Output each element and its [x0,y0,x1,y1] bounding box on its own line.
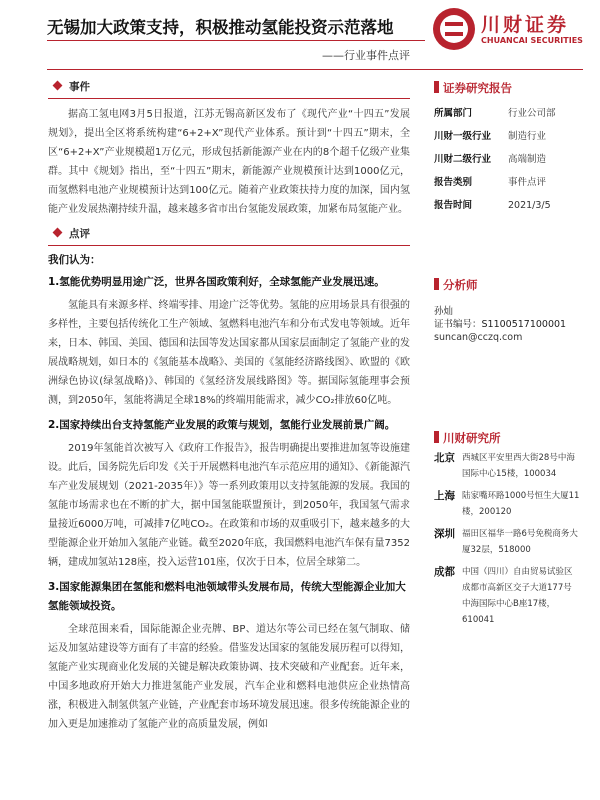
company-logo [433,8,583,50]
analyst-certificate: 证书编号：S1100517100001 [434,319,567,330]
point-1-title: 1.氢能优势明显用途广泛，世界各国政策利好，全球氢能产业发展迅速。 [48,276,385,288]
info-row-industry-level-1: 川财一级行业 制造行业 [434,131,547,142]
point-2-title: 2.国家持续出台支持氢能产业发展的政策与规划，氢能行业发展前景广阔。 [48,419,396,431]
analyst-heading: 分析师 [434,275,584,295]
sidebar [434,78,584,634]
point-3-text: 全球范围来看，国际能源企业壳牌、BP、道达尔等公司已经在氢气制取、储运及加氢站建设等方面有了丰富的经验。借鉴发达国家的氢能发展历程可以得知，氢能产业实现商业化发展的关键是解决政策协调、技术突破和产业配套。近年来，中国多地政府开始大力推进氢能产业发展，汽车企业和燃料电池供应企业热情高涨，积极进入制氢供氢产业链，产业配套市场环境发展迅速。很多传统能源企业的加入更是加速推动了氢能产业的高质量发展，例如 [48,624,410,730]
logo-mark-icon [433,8,475,50]
office-shanghai: 上海 陆家嘴环路1000号恒生大厦11楼，200120 [434,490,580,517]
office-shenzhen: 深圳 福田区福华一路6号免税商务大厦32层，518000 [434,528,578,555]
report-subtitle: ——行业事件点评 [322,49,410,62]
point-2-text: 2019年氢能首次被写入《政府工作报告》，报告明确提出要推进加氢等设施建设。此后，国务院先后印发《关于开展燃料电池汽车示范应用的通知》、《新能源汽车产业发展规划（2021-2035年）》等一系列政策用以支持氢能源的发展。我国的氢能市场需求也在不断的扩大，据中国氢能联盟预计，到2050年，我国氢气需求量接近6000万吨，可减排7亿吨CO₂。在政策和市场的双重吸引下，越来越多的大型能源企业开始加入氢能产业链。截至2020年底，我国燃料电池汽车保有量7352辆，建成加氢站128座，投入运营101座，仅次于日本，位居全球第二。 [48,443,410,568]
point-3-title: 3.国家能源集团在氢能和燃料电池领域带头发展布局，传统大型能源企业加大氢能领域投资。 [48,581,406,612]
office-chengdu: 成都 中国（四川）自由贸易试验区成都市高新区交子大道177号中海国际中心B座17楼，610041 [434,566,573,625]
logo-chinese-name: 川财证券 [481,14,570,36]
square-marker-icon [434,81,439,93]
title-rule [47,40,425,41]
logo-english-name: CHUANCAI SECURITIES [481,36,583,45]
commentary-heading-rule [48,245,410,246]
diamond-bullet-icon [53,228,63,238]
info-row-department: 所属部门 行业公司部 [434,108,556,119]
event-section-heading: 事件 [48,78,410,96]
info-row-report-date: 报告时间 2021/3/5 [434,200,551,211]
event-body-text: 据高工氢电网3月5日报道，江苏无锡高新区发布了《现代产业“十四五”发展规划》，提出全区将系统构建“6+2+X”现代产业体系。预计到“十四五”期末，全区“6+2+X”产业规模超1万亿元，形成包括新能源产业在内的8个超千亿级产业集群。其中《规划》指出，至“十四五”期末，新能源产业规模预计达到1000亿元，而氢燃料电池产业规模预计达到100亿元。随着产业政策扶持力度的加深，国内氢能产业发展热潮持续升温，越来越多省市出台氢能发展政策，加紧布局氢能产业。 [48,109,410,215]
square-marker-icon [434,278,439,290]
research-institute-heading: 川财研究所 [434,428,584,448]
square-marker-icon [434,431,439,443]
analyst-email[interactable]: suncan@cczq.com [434,332,523,343]
info-row-report-type: 报告类别 事件点评 [434,177,547,188]
header-divider [47,69,583,70]
commentary-lead: 我们认为： [48,254,101,266]
commentary-section-heading: 点评 [48,225,410,243]
main-column [48,78,410,734]
report-info-heading: 证券研究报告 [434,78,584,98]
info-row-industry-level-2: 川财二级行业 高端制造 [434,154,547,165]
event-heading-rule [48,98,410,99]
diamond-bullet-icon [53,81,63,91]
analyst-name: 孙灿 [434,306,454,317]
point-1-text: 氢能具有来源多样、终端零排、用途广泛等优势。氢能的应用场景具有很强的多样性，主要包括传统化工生产领域、氢燃料电池汽车和分布式发电等领域。近年来，日本、韩国、美国、德国和法国等发达国家都从国家层面制定了氢能产业的发展战略规划，如日本的《氢能基本战略》、美国的《氢能经济路线图》、欧盟的《欧洲绿色协议(绿氢战略)》、韩国的《氢经济发展线路图》等。据国际氢能理事会预测，到2050年，氢能将满足全球18%的终端用能需求，减少CO₂排放60亿吨。 [48,300,410,406]
office-beijing: 北京 西城区平安里西大街28号中海国际中心15楼，100034 [434,452,575,479]
report-title: 无锡加大政策支持，积极推动氢能投资示范落地 [47,18,394,37]
